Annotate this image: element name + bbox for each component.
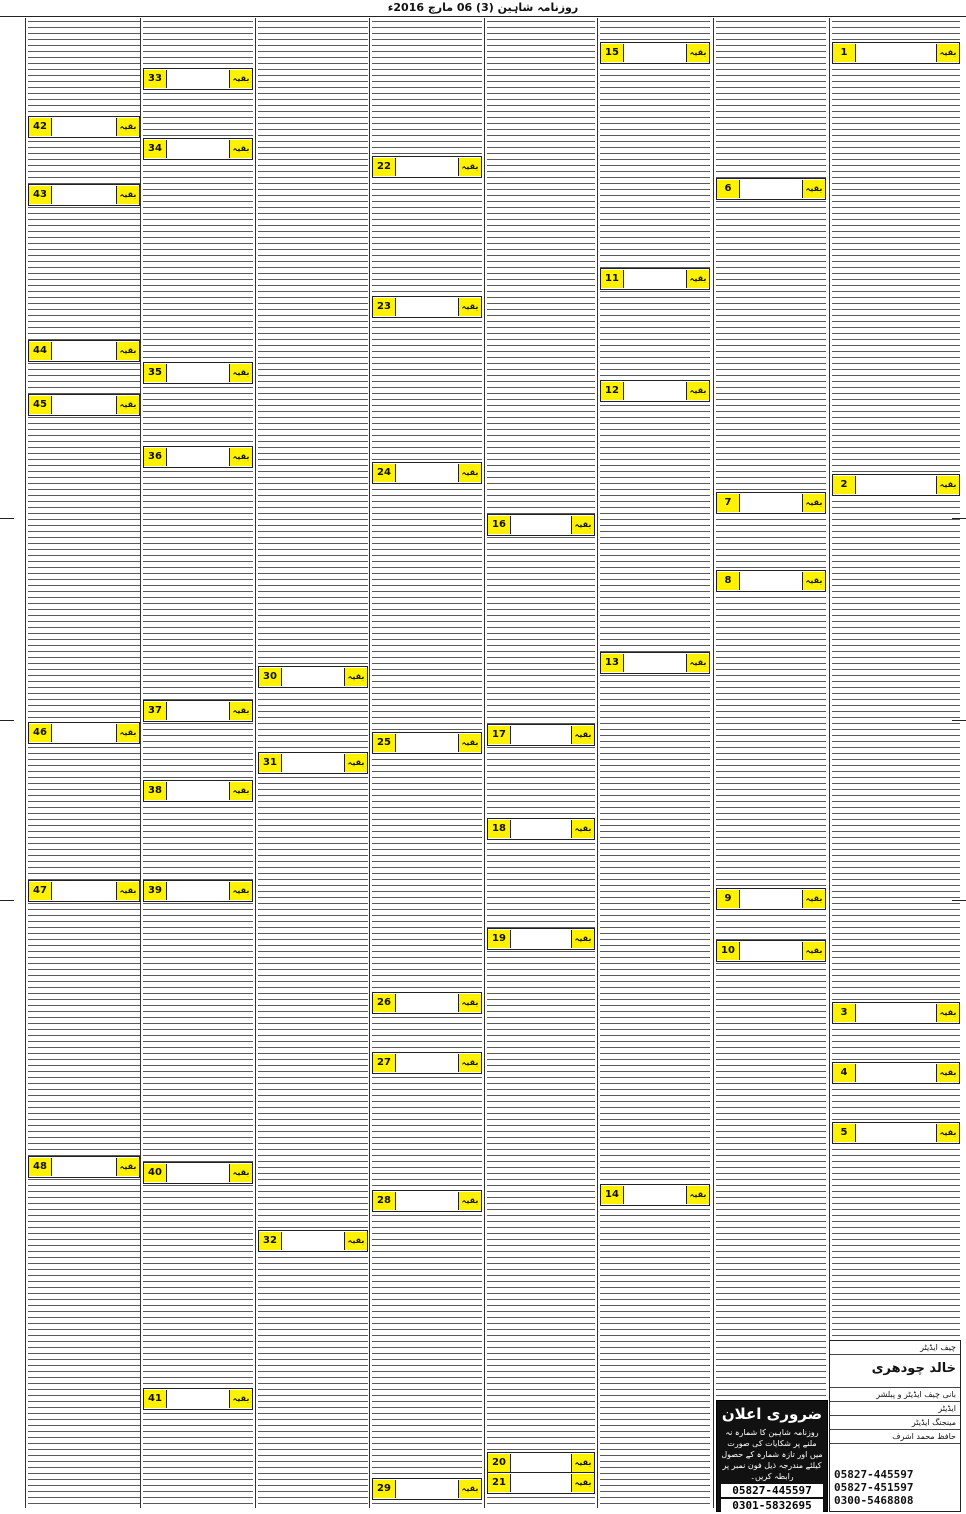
continuation-number: 38 bbox=[144, 782, 167, 800]
continuation-tab bbox=[372, 992, 482, 1014]
continuation-tab bbox=[487, 818, 595, 840]
continuation-tab bbox=[372, 156, 482, 178]
continuation-label: بقیہ bbox=[458, 734, 481, 752]
continuation-tab bbox=[28, 880, 140, 902]
continuation-tab bbox=[28, 1156, 140, 1178]
continuation-number: 9 bbox=[717, 890, 740, 908]
continuation-number: 11 bbox=[601, 270, 624, 288]
continuation-tab bbox=[600, 380, 710, 402]
continuation-number: 1 bbox=[833, 44, 856, 62]
continuation-number: 10 bbox=[717, 942, 740, 960]
continuation-tab bbox=[832, 1122, 960, 1144]
column-rule bbox=[25, 18, 26, 1508]
fold-mark bbox=[952, 900, 966, 901]
continuation-number: 33 bbox=[144, 70, 167, 88]
continuation-label: بقیہ bbox=[571, 516, 594, 534]
continuation-number: 20 bbox=[488, 1454, 511, 1472]
column-rule bbox=[369, 18, 370, 1508]
continuation-label: بقیہ bbox=[802, 572, 825, 590]
continuation-label: بقیہ bbox=[571, 820, 594, 838]
continuation-label: بقیہ bbox=[458, 464, 481, 482]
continuation-tab bbox=[258, 1230, 368, 1252]
continuation-label: بقیہ bbox=[458, 994, 481, 1012]
continuation-label: بقیہ bbox=[229, 448, 252, 466]
continuation-number: 37 bbox=[144, 702, 167, 720]
continuation-number: 39 bbox=[144, 882, 167, 900]
continuation-label: بقیہ bbox=[116, 186, 139, 204]
continuation-label: بقیہ bbox=[458, 298, 481, 316]
continuation-tab bbox=[143, 700, 253, 722]
continuation-tab bbox=[372, 1190, 482, 1212]
continuation-label: بقیہ bbox=[229, 702, 252, 720]
continuation-label: بقیہ bbox=[686, 382, 709, 400]
continuation-tab bbox=[372, 732, 482, 754]
continuation-number: 16 bbox=[488, 516, 511, 534]
continuation-label: بقیہ bbox=[686, 654, 709, 672]
continuation-number: 36 bbox=[144, 448, 167, 466]
continuation-number: 25 bbox=[373, 734, 396, 752]
continuation-number: 32 bbox=[259, 1232, 282, 1250]
masthead-date-line: روزنامہ شاہین (3) 06 مارچ 2016ء bbox=[0, 0, 966, 17]
continuation-label: بقیہ bbox=[802, 494, 825, 512]
continuation-number: 15 bbox=[601, 44, 624, 62]
editor-label: ایڈیٹر bbox=[830, 1402, 960, 1416]
notice-phone: 05827-445597 bbox=[721, 1484, 823, 1497]
continuation-tab bbox=[143, 68, 253, 90]
continuation-number: 29 bbox=[373, 1480, 396, 1498]
continuation-label: بقیہ bbox=[229, 782, 252, 800]
continuation-tab bbox=[487, 928, 595, 950]
text-column bbox=[143, 18, 253, 1508]
continuation-tab bbox=[143, 362, 253, 384]
continuation-number: 48 bbox=[29, 1158, 52, 1176]
continuation-label: بقیہ bbox=[458, 1192, 481, 1210]
continuation-label: بقیہ bbox=[116, 118, 139, 136]
column-rule bbox=[484, 18, 485, 1508]
text-column bbox=[372, 18, 482, 1508]
text-column bbox=[600, 18, 710, 1508]
text-column bbox=[716, 18, 826, 1508]
continuation-number: 30 bbox=[259, 668, 282, 686]
continuation-label: بقیہ bbox=[802, 942, 825, 960]
continuation-tab bbox=[487, 1452, 595, 1474]
continuation-number: 42 bbox=[29, 118, 52, 136]
fold-mark bbox=[0, 518, 14, 519]
continuation-tab bbox=[716, 492, 826, 514]
continuation-tab bbox=[716, 888, 826, 910]
continuation-number: 26 bbox=[373, 994, 396, 1012]
continuation-number: 28 bbox=[373, 1192, 396, 1210]
continuation-tab bbox=[487, 1472, 595, 1494]
column-rule bbox=[255, 18, 256, 1508]
continuation-tab bbox=[716, 178, 826, 200]
continuation-label: بقیہ bbox=[229, 70, 252, 88]
managing-editor-label: مینجنگ ایڈیٹر bbox=[830, 1416, 960, 1430]
publisher-label: بانی چیف ایڈیٹر و پبلشر bbox=[830, 1388, 960, 1402]
fold-mark bbox=[952, 720, 966, 721]
continuation-tab bbox=[600, 268, 710, 290]
continuation-number: 27 bbox=[373, 1054, 396, 1072]
editorial-info-box bbox=[829, 1340, 961, 1512]
continuation-tab bbox=[143, 1388, 253, 1410]
column-rule bbox=[597, 18, 598, 1508]
continuation-tab bbox=[716, 940, 826, 962]
continuation-tab bbox=[143, 446, 253, 468]
continuation-number: 19 bbox=[488, 930, 511, 948]
continuation-number: 6 bbox=[717, 180, 740, 198]
continuation-label: بقیہ bbox=[936, 44, 959, 62]
continuation-label: بقیہ bbox=[229, 364, 252, 382]
continuation-tab bbox=[487, 514, 595, 536]
column-rule bbox=[829, 18, 830, 1508]
continuation-tab bbox=[487, 724, 595, 746]
continuation-label: بقیہ bbox=[344, 1232, 367, 1250]
continuation-tab bbox=[372, 462, 482, 484]
phone-number: 0300-5468808 bbox=[834, 1494, 914, 1507]
continuation-label: بقیہ bbox=[458, 1480, 481, 1498]
continuation-label: بقیہ bbox=[571, 1454, 594, 1472]
continuation-tab bbox=[372, 1478, 482, 1500]
continuation-number: 43 bbox=[29, 186, 52, 204]
column-rule bbox=[140, 18, 141, 1508]
fold-mark bbox=[0, 720, 14, 721]
fold-mark bbox=[952, 518, 966, 519]
continuation-label: بقیہ bbox=[229, 140, 252, 158]
continuation-tab bbox=[258, 752, 368, 774]
managing-editor-name: حافظ محمد اشرف bbox=[830, 1430, 960, 1444]
continuation-tab bbox=[28, 722, 140, 744]
continuation-label: بقیہ bbox=[229, 1164, 252, 1182]
continuation-label: بقیہ bbox=[458, 1054, 481, 1072]
continuation-label: بقیہ bbox=[458, 158, 481, 176]
continuation-label: بقیہ bbox=[344, 668, 367, 686]
continuation-tab bbox=[832, 42, 960, 64]
continuation-number: 12 bbox=[601, 382, 624, 400]
continuation-label: بقیہ bbox=[116, 342, 139, 360]
continuation-number: 7 bbox=[717, 494, 740, 512]
continuation-label: بقیہ bbox=[936, 1124, 959, 1142]
continuation-number: 17 bbox=[488, 726, 511, 744]
important-notice-box bbox=[716, 1400, 828, 1512]
continuation-label: بقیہ bbox=[936, 1064, 959, 1082]
continuation-number: 5 bbox=[833, 1124, 856, 1142]
continuation-label: بقیہ bbox=[936, 476, 959, 494]
continuation-number: 3 bbox=[833, 1004, 856, 1022]
text-column bbox=[832, 18, 960, 1508]
text-column bbox=[28, 18, 140, 1508]
contact-phones bbox=[834, 1468, 956, 1507]
continuation-number: 18 bbox=[488, 820, 511, 838]
continuation-label: بقیہ bbox=[116, 396, 139, 414]
continuation-tab bbox=[28, 394, 140, 416]
continuation-label: بقیہ bbox=[686, 270, 709, 288]
continuation-tab bbox=[28, 184, 140, 206]
continuation-number: 31 bbox=[259, 754, 282, 772]
continuation-number: 23 bbox=[373, 298, 396, 316]
continuation-number: 47 bbox=[29, 882, 52, 900]
continuation-number: 40 bbox=[144, 1164, 167, 1182]
continuation-tab bbox=[372, 1052, 482, 1074]
continuation-tab bbox=[832, 1062, 960, 1084]
phone-number: 05827-451597 bbox=[834, 1481, 914, 1494]
continuation-tab bbox=[372, 296, 482, 318]
continuation-label: بقیہ bbox=[802, 890, 825, 908]
continuation-number: 14 bbox=[601, 1186, 624, 1204]
continuation-tab bbox=[143, 880, 253, 902]
continuation-tab bbox=[832, 1002, 960, 1024]
continuation-tab bbox=[600, 1184, 710, 1206]
continuation-tab bbox=[28, 340, 140, 362]
notice-title: ضروری اعلان bbox=[721, 1405, 823, 1423]
continuation-label: بقیہ bbox=[116, 1158, 139, 1176]
continuation-label: بقیہ bbox=[571, 726, 594, 744]
continuation-tab bbox=[143, 138, 253, 160]
text-column bbox=[487, 18, 595, 1508]
continuation-label: بقیہ bbox=[802, 180, 825, 198]
continuation-label: بقیہ bbox=[571, 1474, 594, 1492]
continuation-number: 44 bbox=[29, 342, 52, 360]
continuation-number: 24 bbox=[373, 464, 396, 482]
continuation-label: بقیہ bbox=[936, 1004, 959, 1022]
continuation-label: بقیہ bbox=[686, 44, 709, 62]
continuation-number: 41 bbox=[144, 1390, 167, 1408]
continuation-label: بقیہ bbox=[116, 882, 139, 900]
continuation-label: بقیہ bbox=[229, 1390, 252, 1408]
continuation-label: بقیہ bbox=[686, 1186, 709, 1204]
phone-number: 05827-445597 bbox=[834, 1468, 914, 1481]
continuation-number: 2 bbox=[833, 476, 856, 494]
continuation-tab bbox=[600, 652, 710, 674]
continuation-number: 46 bbox=[29, 724, 52, 742]
notice-phone: 0301-5832695 bbox=[721, 1499, 823, 1512]
chief-editor-label: چیف ایڈیٹر bbox=[830, 1341, 960, 1355]
continuation-number: 22 bbox=[373, 158, 396, 176]
continuation-label: بقیہ bbox=[344, 754, 367, 772]
continuation-tab bbox=[143, 1162, 253, 1184]
notice-body: روزنامہ شاہین کا شمارہ نہ ملنے پر شکایات کی صورت میں اور تازہ شمارہ کے حصول کیلئے مندرجہ ذیل فون نمبر پر رابطہ کریں۔ bbox=[721, 1428, 823, 1481]
continuation-tab bbox=[600, 42, 710, 64]
continuation-tab bbox=[716, 570, 826, 592]
continuation-tab bbox=[258, 666, 368, 688]
continuation-tab bbox=[28, 116, 140, 138]
continuation-label: بقیہ bbox=[229, 882, 252, 900]
fold-mark bbox=[0, 900, 14, 901]
continuation-number: 34 bbox=[144, 140, 167, 158]
continuation-number: 8 bbox=[717, 572, 740, 590]
continuation-number: 45 bbox=[29, 396, 52, 414]
continuation-label: بقیہ bbox=[116, 724, 139, 742]
column-rule bbox=[713, 18, 714, 1508]
continuation-number: 13 bbox=[601, 654, 624, 672]
chief-editor-name: خالد چودھری bbox=[830, 1355, 960, 1388]
continuation-tab bbox=[832, 474, 960, 496]
continuation-tab bbox=[143, 780, 253, 802]
continuation-number: 21 bbox=[488, 1474, 511, 1492]
continuation-number: 35 bbox=[144, 364, 167, 382]
continuation-number: 4 bbox=[833, 1064, 856, 1082]
continuation-label: بقیہ bbox=[571, 930, 594, 948]
